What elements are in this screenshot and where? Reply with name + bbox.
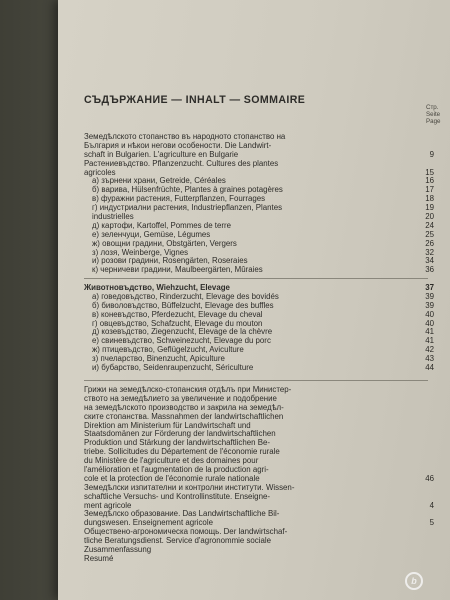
toc-section-measures-education: [84, 386, 434, 564]
toc-entry: [84, 546, 434, 555]
toc-entry-page: 16: [425, 176, 434, 186]
toc-entry-text: а) говедовъдство, Rinderzucht, Elevage des bovidés: [92, 291, 279, 301]
toc-entry-page: 26: [425, 238, 434, 248]
toc-entry-page: 18: [425, 194, 434, 204]
toc-entry-text: к) черничеви градини, Maulbeergärten, Mûraies: [92, 265, 263, 275]
toc-entry-page: 40: [425, 318, 434, 328]
toc-entry: [84, 364, 434, 373]
toc-entry-text: schaft in Bulgarien. L'agriculture en Bulgarie: [84, 149, 239, 159]
toc-entry-text: agricoles: [84, 167, 116, 177]
toc-entry-text: България и нѣкои негови особености. Die Landwirt-: [84, 140, 272, 150]
toc-entry-text: du Ministère de l'agriculture et des domaines pour: [84, 456, 259, 466]
toc-entry-text: Земедѣлското стопанство въ народното стопанство на: [84, 132, 286, 141]
page-column-header: [426, 104, 440, 125]
toc-entry-page: 25: [425, 229, 434, 239]
toc-entry-text: ж) птицевъдство, Geflügelzucht, Aviculture: [92, 345, 244, 355]
toc-entry-text: triebe. Sollicitudes du Département de l'économie rurale: [84, 447, 280, 457]
toc-entry-text: ството на земедѣлието за увеличение и подобрение: [84, 393, 277, 403]
toc-entry-page: 36: [425, 265, 434, 275]
toc-entry-page: 19: [425, 203, 434, 213]
page-col-label-bg: Стр.: [426, 104, 439, 111]
toc-entry-text: Direktion am Ministerium für Landwirtschaft und: [84, 420, 251, 430]
toc-entry-text: ските стопанства. Massnahmen der landwirtschaftlichen: [84, 411, 284, 421]
toc-entry-text: Растениевъдство. Pflanzenzucht. Cultures des plantes: [84, 158, 279, 168]
toc-entry-page: 17: [425, 185, 434, 195]
toc-entry-text: на земедѣлското производство и закрила на земедѣл-: [84, 402, 284, 412]
toc-section-plant-cultivation: [84, 133, 434, 275]
toc-entry-text: з) пчеларство, Binenzucht, Apiculture: [92, 354, 225, 364]
toc-entry-text: в) фуражни растения, Futterpflanzen, Fourrages: [92, 194, 266, 204]
toc-entry-text: Produktion und Stärkung der landwirtschaftlichen Be-: [84, 438, 270, 448]
toc-entry-page: 15: [425, 167, 434, 177]
toc-entry-page: 5: [429, 518, 434, 528]
toc-entry-page: 42: [425, 345, 434, 355]
toc-entry-text: г) овцевъдство, Schafzucht, Elevage du mouton: [92, 318, 263, 328]
toc-entry-text: и) розови градини, Rosengärten, Roseraies: [92, 256, 248, 266]
toc-entry-page: 46: [425, 473, 434, 483]
toc-entry-text: l'amélioration et l'augmentation de la production agri-: [84, 465, 269, 475]
toc-entry-page: 24: [425, 220, 434, 230]
toc-entry-text: tliche Beratungsdienst. Service d'agronommie sociale: [84, 536, 272, 546]
toc-entry-text: Resumé: [84, 553, 114, 563]
toc-entry-text: Животновъдство, Wiehzucht, Elevage: [84, 283, 230, 292]
toc-entry-text: з) лозя, Weinberge, Vignes: [92, 247, 189, 257]
toc-entry-text: Земедѣлско образование. Das Landwirtschaftliche Bil-: [84, 509, 280, 519]
toc-entry: [84, 555, 434, 564]
toc-entry-text: cole et la protection de l'économie rurale nationale: [84, 473, 260, 483]
page-col-label-fr: Page: [426, 118, 441, 125]
toc-entry-text: б) варива, Hülsenfrüchte, Plantes à graines potagères: [92, 185, 283, 195]
toc-entry-text: д) картофи, Kartoffel, Pommes de terre: [92, 220, 231, 230]
toc-entry-page: 20: [425, 212, 434, 222]
toc-entry-text: Staatsdomänen zur Förderung der landwirtschaftlichen: [84, 429, 276, 439]
toc-entry-page: 43: [425, 354, 434, 364]
section-divider: [84, 278, 428, 279]
toc-entry-page: 34: [425, 256, 434, 266]
toc-entry-page: 37: [425, 283, 434, 292]
toc-entry-text: е) зеленчуци, Gemüse, Légumes: [92, 229, 211, 239]
toc-entry-text: schaftliche Versuchs- und Kontrollinstitute. Enseigne-: [84, 491, 270, 501]
toc-entry-page: 44: [425, 363, 434, 373]
toc-entry-text: Земедѣлски изпитателни и контролни институти. Wissen-: [84, 482, 295, 492]
page-title: СЪДЪРЖАНИЕ — INHALT — SOMMAIRE: [84, 94, 306, 106]
toc-entry-page: 41: [425, 336, 434, 346]
toc-entry-text: ж) овощни градини, Obstgärten, Vergers: [92, 238, 237, 248]
section-divider: [84, 380, 428, 381]
toc-entry-text: Грижи на земедѣлско-стопанския отдѣлъ при Министер-: [84, 385, 292, 394]
toc-entry-text: Обществено-агрономическа помощь. Der landwirtschaf-: [84, 527, 288, 537]
toc-entry: [84, 266, 434, 275]
toc-entry-text: е) свиневъдство, Schweinezucht, Elevage du porc: [92, 336, 271, 346]
toc-entry-page: 4: [429, 500, 434, 510]
toc-entry-page: 40: [425, 309, 434, 319]
toc-entry-text: а) зърнени храни, Getreide, Céréales: [92, 176, 226, 186]
toc-entry: [84, 493, 434, 502]
toc-entry: [84, 204, 434, 213]
toc-entry-text: dungswesen. Enseignement agricole: [84, 518, 213, 528]
page-col-label-de: Seite: [426, 111, 441, 118]
toc-entry-text: industrielles: [92, 212, 134, 222]
toc-entry-page: 39: [425, 291, 434, 301]
toc-entry-text: ment agricole: [84, 500, 132, 510]
toc-entry-page: 39: [425, 300, 434, 310]
toc-entry-page: 41: [425, 327, 434, 337]
toc-entry-text: г) индустриални растения, Industriepflanzen, Plantes: [92, 203, 283, 213]
toc-entry-text: Zusammenfassung: [84, 545, 152, 555]
toc-entry-page: 9: [429, 149, 434, 159]
logo-ring-icon: b: [405, 572, 423, 590]
toc-entry-text: д) козевъдство, Ziegenzucht, Elevage de la chèvre: [92, 327, 273, 337]
toc-entry-text: и) бубарство, Seidenraupenzucht, Sériculture: [92, 363, 254, 373]
toc-entry-page: 32: [425, 247, 434, 257]
toc-entry-text: в) коневъдство, Pferdezucht, Elevage du cheval: [92, 309, 263, 319]
toc-section-animal-husbandry: [84, 284, 434, 373]
toc-entry: [84, 160, 434, 169]
toc-entry-text: б) биволовъдство, Büffelzucht, Elevage des buffles: [92, 300, 274, 310]
book-page: [58, 0, 450, 600]
watermark-logo: [405, 572, 425, 590]
